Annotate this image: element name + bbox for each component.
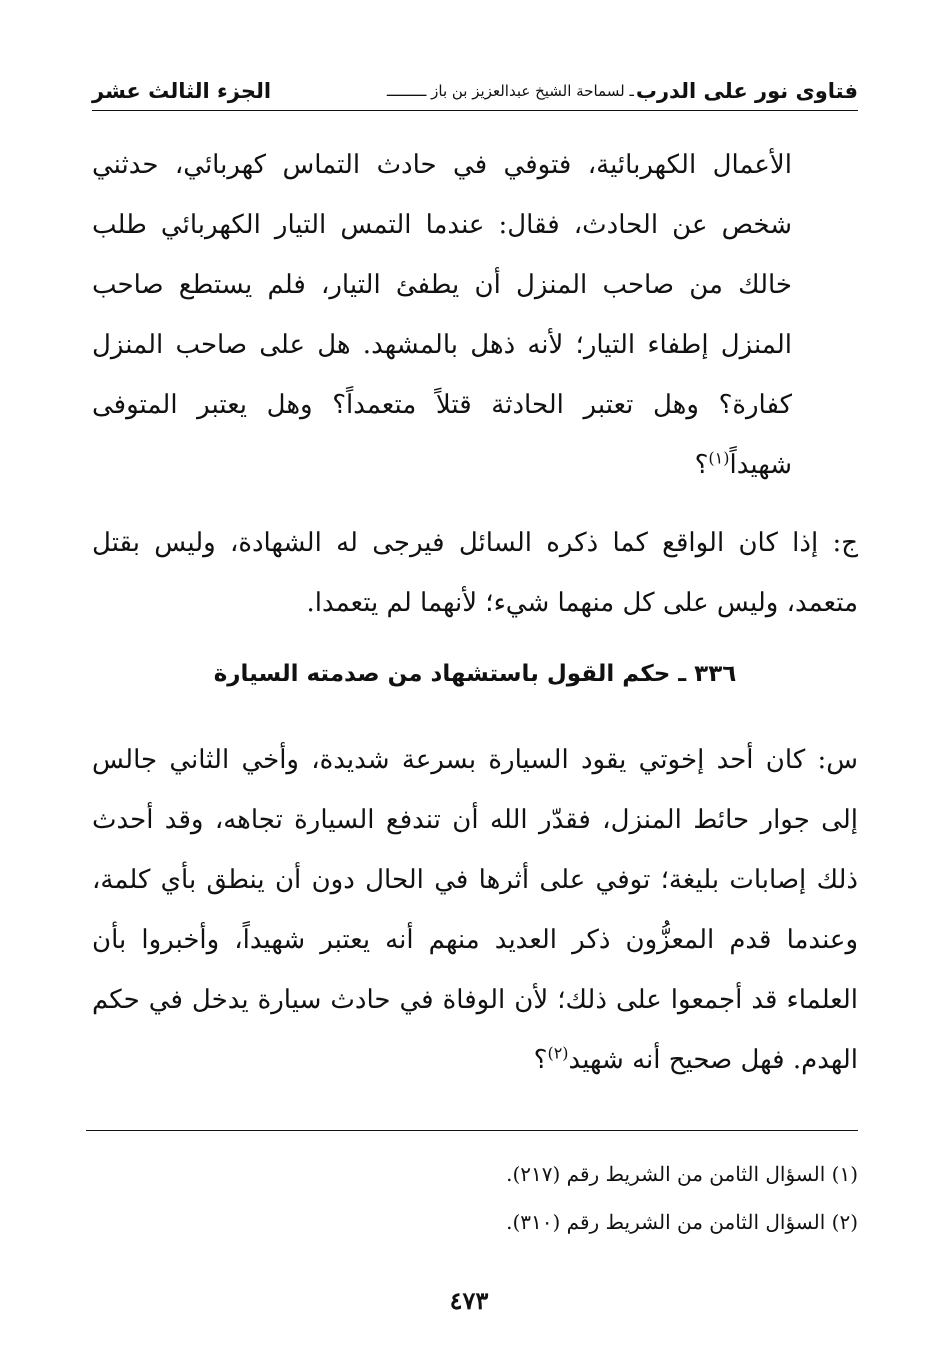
question-mark: ؟ bbox=[533, 1045, 548, 1075]
answer-prefix: ج: bbox=[832, 528, 858, 558]
running-header bbox=[92, 74, 858, 108]
footnote-reference: (١) bbox=[708, 448, 730, 468]
footnote-reference: (٢) bbox=[547, 1043, 569, 1063]
question-text: الأعمال الكهربائية، فتوفي في حادث التماس كهربائي، حدثني شخص عن الحادث، فقال: عندما التمس التيار الكهربائي طلب خالك من صاحب المنزل أن يطفئ التيار، فلم يستطع صاحب المنزل إطفاء التيار؛ لأنه ذهل بالمشهد. هل على صاحب المنزل كفارة؟ وهل تعتبر الحادثة قتلاً متعمداً؟ وهل يعتبر المتوفى شهيداً bbox=[92, 150, 792, 480]
answer-text: إذا كان الواقع كما ذكره السائل فيرجى له الشهادة، وليس بقتل متعمد، وليس على كل منهما شيء؛ لأنهما لم يتعمدا. bbox=[92, 528, 858, 618]
footnote-1: (١) السؤال الثامن من الشريط رقم (٢١٧). bbox=[506, 1162, 858, 1186]
section-heading: ٣٣٦ ـ حكم القول باستشهاد من صدمته السيارة bbox=[213, 661, 737, 687]
page-number: ٤٧٣ bbox=[449, 1286, 489, 1315]
answer-paragraph bbox=[92, 513, 858, 633]
book-title: فتاوى نور على الدرب bbox=[635, 79, 858, 103]
question-text: كان أحد إخوتي يقود السيارة بسرعة شديدة، وأخي الثاني جالس إلى جوار حائط المنزل، فقدّر الله أن تندفع السيارة تجاهه، وقد أحدث ذلك إصابات بليغة؛ توفي على أثرها في الحال دون أن ينطق بأي كلمة، وعندما قدم المعزُّون ذكر العديد منهم أنه يعتبر شهيداً، وأخبروا بأن العلماء قد أجمعوا على ذلك؛ لأن الوفاة في حادث سيارة يدخل في حكم الهدم. فهل صحيح أنه شهيد bbox=[92, 745, 858, 1075]
question-paragraph bbox=[92, 730, 858, 1090]
author-name: ـ لسماحة الشيخ عبدالعزيز بن باز ـــــــــ bbox=[386, 82, 634, 100]
header-rule bbox=[92, 110, 858, 111]
question-mark: ؟ bbox=[694, 450, 709, 480]
footnote-2: (٢) السؤال الثامن من الشريط رقم (٣١٠). bbox=[506, 1210, 858, 1234]
volume-label: الجزء الثالث عشر bbox=[92, 79, 272, 103]
footnote-rule bbox=[86, 1130, 858, 1131]
question-prefix: س: bbox=[817, 745, 858, 775]
footnotes bbox=[92, 1150, 858, 1246]
question-continuation bbox=[92, 135, 792, 495]
